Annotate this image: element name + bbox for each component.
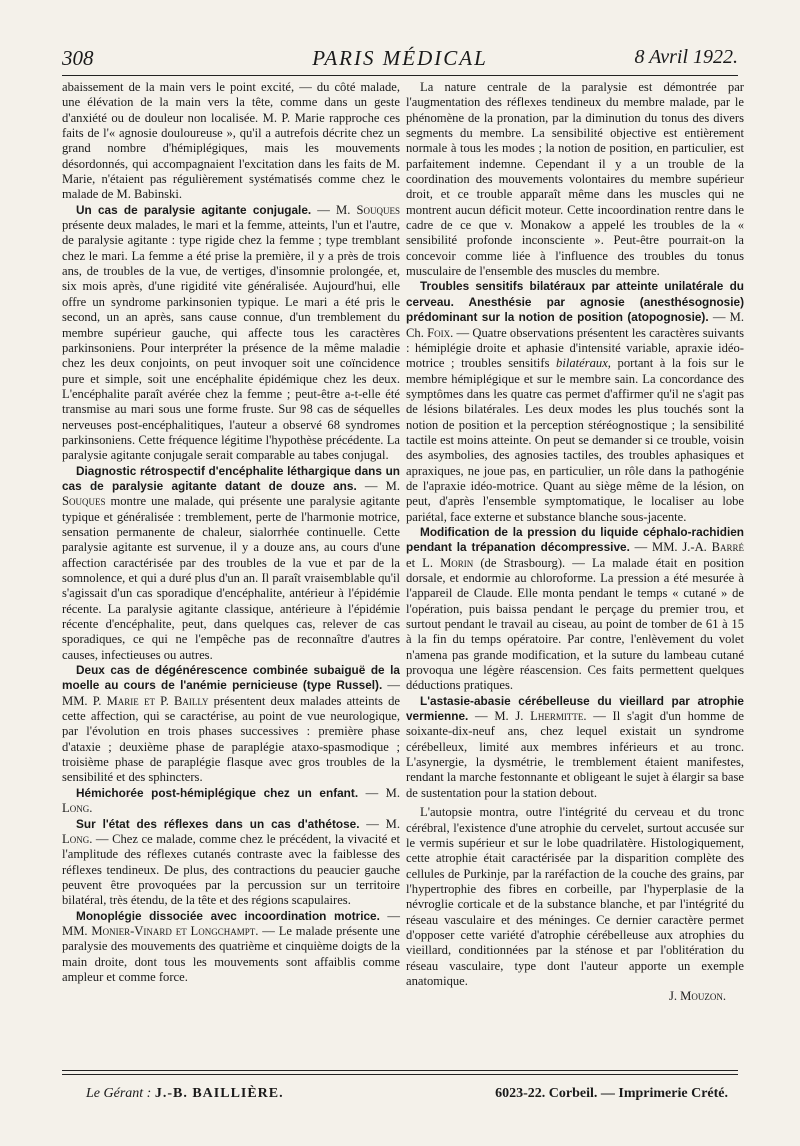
section-text: Chez ce malade, comme chez le précédent, la vivacité et l'amplitude des réflexes cutanés contraste avec la faiblesse des réflexes tendineux. De plus, des contractions du peaucier gauche peuvent être provoquées par la percussion sur un territoire bilatéral, très étendu, de la tête et des régions scapulaires.: [62, 831, 400, 908]
author-name: Long.: [62, 831, 93, 846]
section-text: Quatre observations présentent les caractères suivants : hémiplégie droite et aphasie d'intensité variable, apraxie idéo-motrice ; troubles sensitifs: [406, 325, 745, 371]
section-monier-vinard: Monoplégie dissociée avec incoordination motrice. — MM. Monier-Vinard et Longchampt. — Le malade présente une paralysie des mouvements des quatrième et cinquième doigts de la main droite, dont tous les mouvements sont affaiblis comme ampleur et comme force.: [62, 908, 401, 984]
section-title: Hémichorée post-hémiplégique chez un enfant.: [76, 785, 359, 800]
gerant-label: Le Gérant :: [86, 1086, 152, 1101]
section-text: Il s'agit d'un homme de soixante-dix-neuf ans, chez lequel existait un syndrome cérébelleux, limité aux membres inférieurs et au tronc. L'asynergie, la dysmétrie, le tremblement étaient manifestes, rendant la marche festonnante et obligeant le sujet à élargir sa base de sustentation pour la station debout.: [406, 709, 744, 800]
author-name: Foix.: [427, 325, 454, 340]
section-title: Deux cas de dégénérescence combinée subaiguë de la moelle au cours de l'anémie pernicieuse (type Russel).: [62, 663, 400, 693]
section-souques-conjugale: Un cas de paralysie agitante conjugale. — M. Souques présente deux malades, le mari et la femme, atteints, l'un et l'autre, de paralysie agitante : type rigide chez la femme ; type tremblant chez le mari. La femme a été prise la première, il y a près de trois ans, de troubles de la vue, de vertiges, d'insomnie prolongée, et, six mois après, d'une rigidité vite généralisée. Aujourd'hui, elle offre un syndrome parkinsonien typique. Le mari a été pris le second, un an après, sans cause connue, d'un tremblement du membre supérieur gauche, qui affecte tous les caractères parkinsoniens. Pour interpréter la présence de la même maladie chez les deux conjoints, on peut invoquer soit une coïncidence pure et simple, soit une encéphalite épidémique chez les deux. L'encéphalite paraît avérée chez la femme ; peut-être a-t-elle été transmise au mari sous une forme fruste. Sur 98 cas de séquelles nerveuses post-encéphalitiques, l'auteur a observé 68 syndromes parkinsoniens. Cette fréquence légitime l'hypothèse précédente. La paralysie agitante conjugale serait comparable au tabes conjugal.: [62, 202, 400, 463]
journal-title: PARIS MÉDICAL: [312, 46, 488, 70]
paragraph: L'autopsie montra, outre l'intégrité du cerveau et du tronc cérébral, l'existence d'une atrophie du cervelet, surtout accusée sur le vermis supérieur et sur le lobe quadrilatère. Histologiquement, cette atrophie était caractérisée par la disparition complète des cellules de Purkinje, par la raréfaction de la couche des grains, par l'hypertrophie des fibres en corbeille, par l'hyperplasie de la névroglie corticale et de la substance blanche, et par l'intégrité du réseau vasculaire et des méninges. Ce dernier caractère permet d'opposer cette variété d'atrophie cérébelleuse aux atrophies du vieillard, conditionnées par la sténose et par l'oblitération du réseau vasculaire, type dont l'auteur apporte un exemple anatomique.: [406, 805, 744, 988]
author-name: MM. Monier-Vinard et Longchampt.: [62, 923, 259, 938]
footer-rule: [62, 1074, 738, 1075]
author-name: Morin: [440, 555, 474, 570]
author-name: Long.: [62, 801, 93, 816]
signature-name: J. Mouzon.: [668, 989, 726, 1004]
page-footer: [62, 1086, 738, 1108]
header-rule: [62, 75, 738, 76]
section-title: Modification de la pression du liquide céphalo-rachidien pendant la trépanation décompressive.: [406, 524, 744, 555]
section-text: présentent deux malades atteints de cette affection, qui se caractérise, au point de vue neurologique, par l'évolution en trois phases successives : première phase d'ataxie ; deuxième phase de paraplégie ataxo-spasmodique ; troisième phase de paraplégie flasque avec gros troubles de la sensibilité et des sphincters.: [62, 693, 400, 785]
author-place: (de Strasbourg).: [480, 555, 566, 570]
section-barre-morin: Modification de la pression du liquide céphalo-rachidien pendant la trépanation décompressive. — MM. J.-A. Barré et L. Morin (de Strasbourg). — La malade était en position dorsale, et endormie au chloroforme. La pression a été mesurée à l'appareil de Claude. Elle monta pendant le temps « cutané » de l'opération, puis baissa pendant le perçage du premier trou, et surtout pendant le travail au ciseau, au point de tomber de 61 à 15 à la fin du temps opératoire. Par contre, l'enlèvement du volet n'amena pas grande modification, et la suture du lambeau cutané provoqua une légère réascension. Ces faits permettent quelques déductions pratiques.: [406, 524, 745, 693]
gerant-line: [86, 1086, 284, 1102]
section-long-athetose: Sur l'état des réflexes dans un cas d'athétose. — M. Long. — Chez ce malade, comme chez le précédent, la vivacité et l'amplitude des réflexes cutanés contraste avec la faiblesse des réflexes tendineux. De plus, des contractions du peaucier gauche peuvent être provoquées par la percussion sur un territoire bilatéral, très étendu, de la tête et des régions scapulaires.: [62, 816, 400, 908]
section-marie-bailly: Deux cas de dégénérescence combinée subaiguë de la moelle au cours de l'anémie pernicieuse (type Russel). — MM. P. Marie et P. Bailly présentent deux malades atteints de cette affection, qui se caractérise, au point de vue neurologique, par l'évolution en trois phases successives : première phase d'ataxie ; deuxième phase de paraplégie ataxo-spasmodique ; troisième phase de paraplégie flasque avec gros troubles de la sensibilité et des sphincters.: [62, 663, 400, 785]
author-name: MM. P. Marie et P. Bailly: [62, 693, 209, 708]
section-lhermitte: L'astasie-abasie cérébelleuse du vieillard par atrophie vermienne. — M. J. Lhermitte. — Il s'agit d'un homme de soixante-dix-neuf ans, chez lequel existait un syndrome cérébelleux, limité aux membres inférieurs et au tronc. L'asynergie, la dysmétrie, le tremblement étaient manifestes, rendant la marche festonnante et obligeant le sujet à élargir sa base de sustentation pour la station debout.: [406, 693, 744, 800]
section-title: Diagnostic rétrospectif d'encéphalite léthargique dans un cas de paralysie agitante datant de douze ans.: [62, 463, 400, 493]
section-souques-retrospectif: Diagnostic rétrospectif d'encéphalite léthargique dans un cas de paralysie agitante datant de douze ans. — M. Souques montre une malade, qui présente une paralysie agitante typique et généralisée : tremblement, perte de l'harmonie motrice, sensation permanente de chaleur, sialorrhée continuelle. Cette paralysie agitante est survenue, il y a douze ans, au cours d'une affection caractérisée par des troubles de la vue et par de la somnolence, et qui a duré plus d'un an. Il paraît vraisemblable qu'il s'agissait d'un cas sporadique d'encéphalite, antérieur à l'épidémie récente. La paralysie agitante classique, antérieure à l'épidémie récente d'encéphalite, peut, dans quelques cas, relever de cas sporadiques, ce qui ne l'empêche pas de reconnaître d'autres causes, infectieuses ou autres.: [62, 463, 400, 662]
section-title: L'astasie-abasie cérébelleuse du vieillard par atrophie vermienne.: [406, 693, 744, 724]
signature: [406, 989, 744, 1004]
section-text: Le malade présente une paralysie des mouvements des quatrième et cinquième doigts de la main droite, dont tous les mouvements sont affaiblis comme ampleur et comme force.: [62, 923, 400, 984]
section-text: portant à la fois sur le membre hémiplégique et sur le membre sain. La concordance des symptômes dans les quatre cas permet d'affirmer qu'il ne s'agit pas de lésions bilatérales. Les deux modes les plus touchés sont la notion de position et la perception stéréognostique ; la sensibilité tactile est moins atteinte. On peut se demander si ce trouble, voisin des asymbolies, des agnosies tactiles, des troubles aphasiques et apraxiques, ne joue pas, en particulier, un rôle dans la pathogénie de l'apraxie idéo-motrice. Quant au siège même de la lésion, on peut, d'après l'ensemble symptomatique, le localiser au lobe pariétal, face externe et substance blanche sous-jacente.: [406, 356, 745, 524]
section-text: montre une malade, qui présente une paralysie agitante typique et généralisée : tremblement, perte de l'harmonie motrice, sensation permanente de chaleur, sialorrhée continuelle. Cette paralysie agitante est survenue, il y a douze ans, au cours d'une affection caractérisée par des troubles de la vue et par de la somnolence, et qui a duré plus d'un an. Il paraît vraisemblable qu'il s'agissait d'un cas sporadique d'encéphalite, antérieur à l'épidémie récente. La paralysie agitante classique, antérieure à l'épidémie récente d'encéphalite, peut, dans quelques cas, relever de cas sporadiques, ce qui ne l'empêche pas de reconnaître d'autres causes, infectieuses ou autres.: [62, 494, 400, 662]
paragraph: La nature centrale de la paralysie est démontrée par l'augmentation des réflexes tendineux du membre malade, par le phénomène de la pronation, par la diminution du tonus des divers segments du membre. La sensibilité objective est entièrement normale à tous les modes ; la notion de position, en particulier, est parfaitement indemne. Cependant il y a un trouble de la coordination des mouvements volontaires du membre supérieur droit, et ce trouble apparaît même dans les muscles qui ne montrent aucun déficit moteur. Cette incoordination rentre dans le cadre de ce que v. Monakow a appelé les troubles de la « sensibilité profonde inconsciente ». Peut-être pourrait-on la concevoir comme liée à l'influence des troubles du tonus musculaire de l'ensemble des muscles du membre.: [406, 80, 744, 279]
author-name: Souques: [356, 202, 400, 217]
page-number: 308: [62, 46, 94, 70]
author-name: Barré: [711, 540, 745, 555]
section-title: Troubles sensitifs bilatéraux par atteinte unilatérale du cerveau. Anesthésie par agnosie (anesthésognosie) prédominant sur la notion de position (atopognosie).: [406, 279, 744, 325]
section-title: Monoplégie dissociée avec incoordination motrice.: [76, 908, 380, 923]
left-column: [62, 80, 400, 985]
italic-term: bilatéraux,: [556, 356, 611, 371]
section-title: Sur l'état des réflexes dans un cas d'athétose.: [76, 816, 360, 831]
gerant-name: J.-B. BAILLIÈRE.: [154, 1086, 284, 1101]
section-foix: Troubles sensitifs bilatéraux par atteinte unilatérale du cerveau. Anesthésie par agnosie (anesthésognosie) prédominant sur la notion de position (atopognosie). — M. Ch. Foix. — Quatre observations présentent les caractères suivants : hémiplégie droite et aphasie d'intensité variable, apraxie idéo-motrice ; troubles sensitifs bilatéraux, portant à la fois sur le membre hémiplégique et sur le membre sain. La concordance des symptômes dans les quatre cas permet d'affirmer qu'il ne s'agit pas de lésions bilatérales. Les deux modes les plus touchés sont la notion de position et la perception stéréognostique ; la sensibilité tactile est moins atteinte. On peut se demander si ce trouble, voisin des asymbolies, des agnosies tactiles, des troubles aphasiques et apraxiques, ne joue pas, en particulier, un rôle dans la pathogénie de l'apraxie idéo-motrice. Quant au siège même de la lésion, on peut, d'après l'ensemble symptomatique, le localiser au lobe pariétal, face externe et substance blanche sous-jacente.: [406, 279, 745, 524]
page-header: [62, 46, 738, 74]
author-name: Lhermitte.: [530, 709, 587, 724]
section-text: La malade était en position dorsale, et endormie au chloroforme. La pression a été mesurée à l'appareil de Claude. Elle monta pendant le temps « cutané » de l'opération, puis baissa pendant le perçage du premier trou, et surtout pendant le travail au ciseau, au point de tomber de 61 à 15 à la fin du temps opératoire. Par contre, l'enlèvement du volet n'amena pas grande modification, et la suture du lambeau cutané provoqua une légère réascension. Ces faits permettent quelques déductions pratiques.: [406, 555, 745, 693]
printer-line: 6023-22. Corbeil. — Imprimerie Crété.: [495, 1086, 728, 1101]
issue-date: 8 Avril 1922.: [634, 46, 738, 68]
section-long-hemichoree: Hémichorée post-hémiplégique chez un enfant. — M. Long.: [62, 785, 400, 816]
section-text: présente deux malades, le mari et la femme, atteints, l'un et l'autre, de paralysie agitante : type rigide chez la femme ; type tremblant chez le mari. La femme a été prise la première, il y a près de trois ans, de troubles de la vue, de vertiges, d'insomnie prolongée, et, six mois après, d'une rigidité vite généralisée. Aujourd'hui, elle offre un syndrome parkinsonien typique. Le mari a été pris le second, un an après, sans cause connue, d'un tremblement du membre supérieur gauche, qui affecte tous les caractères parkinsoniens. Pour interpréter la présence de la même maladie chez les deux conjoints, on peut invoquer soit une coïncidence pure et simple, soit une encéphalite épidémique chez les deux. L'encéphalite paraît avérée chez la femme ; peut-être a-t-elle été transmise au mari sous une forme fruste. Sur 98 cas de séquelles nerveuses post-encéphalitiques, l'auteur a observé 68 syndromes parkinsoniens. Cette fréquence légitime l'hypothèse précédente. La paralysie agitante conjugale serait comparable au tabes conjugal.: [62, 218, 400, 463]
author-name: Souques: [62, 494, 106, 509]
paragraph: abaissement de la main vers le point excité, — du côté malade, une élévation de la main vers la tête, comme dans un geste d'anxiété ou de douleur non localisée. M. P. Marie rapproche ces faits de l'« agnosie douloureuse », qu'il a autrefois décrite chez un grand nombre d'hémiplégiques, mais les mouvements désordonnés, qui accompagnaient l'excitation dans les faits de M. Marie, n'étaient pas régulièrement systématisés comme chez le malade de M. Babinski.: [62, 80, 400, 202]
right-column: [406, 80, 744, 1005]
section-title: Un cas de paralysie agitante conjugale.: [76, 202, 312, 217]
footer-rule: [62, 1070, 738, 1071]
